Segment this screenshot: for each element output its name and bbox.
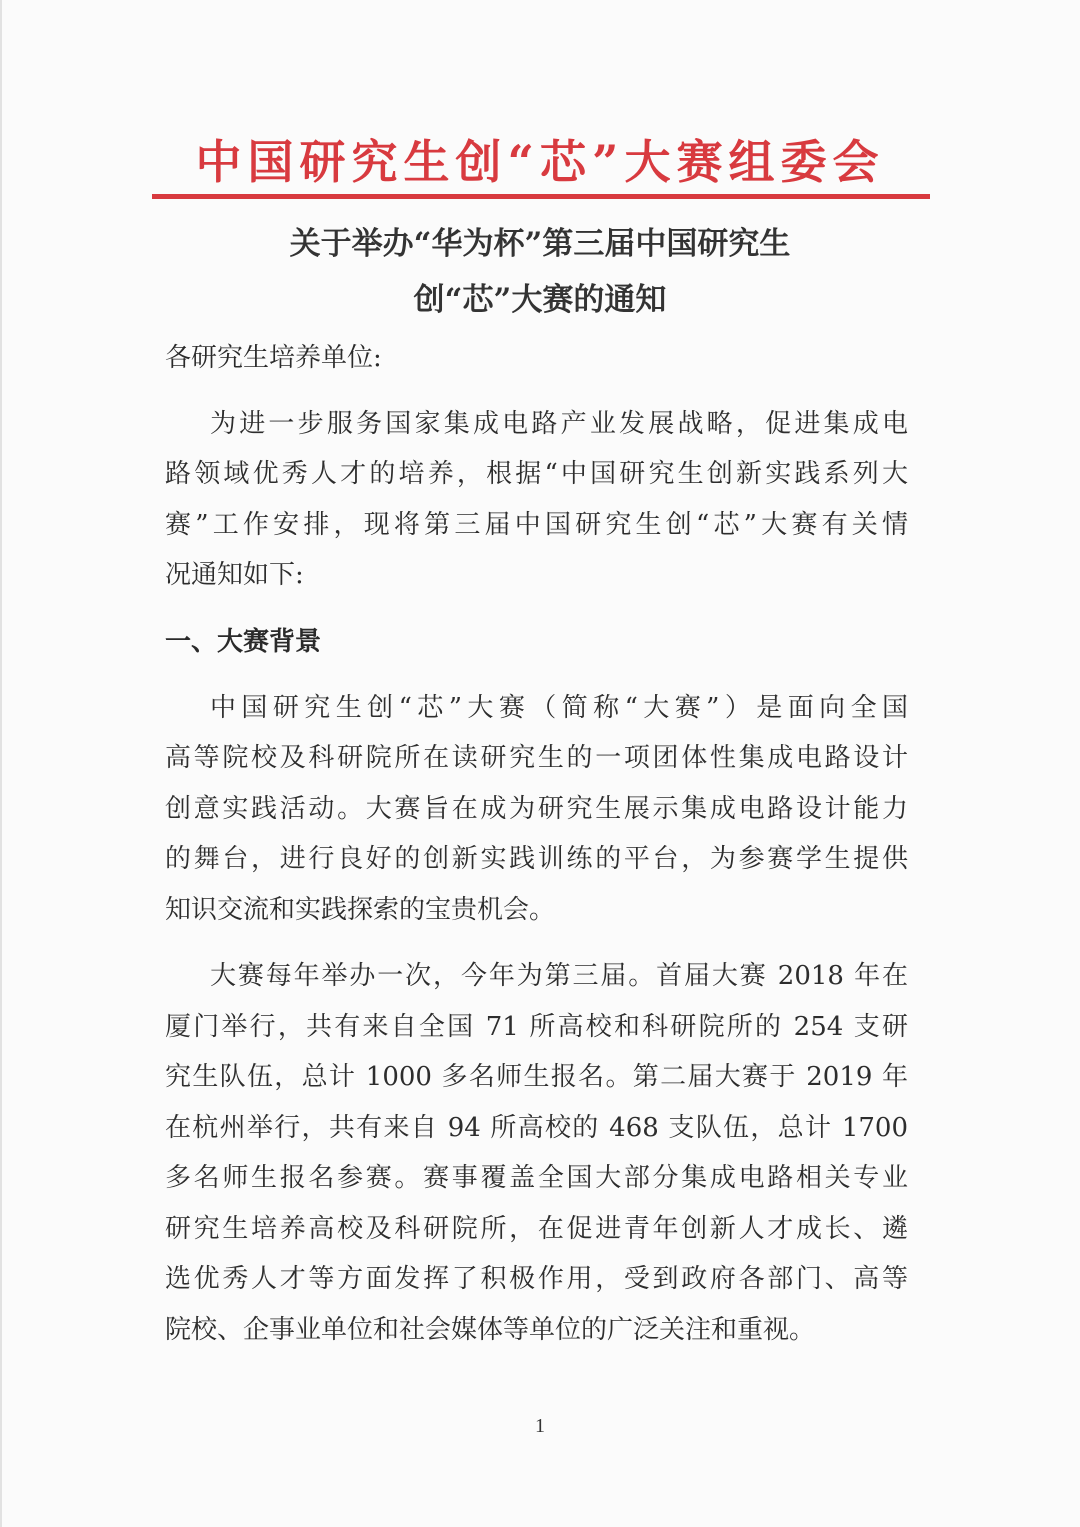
- intro-line-2: 路领域优秀人才的培养，根据“中国研究生创新实践系列大: [165, 459, 908, 489]
- section1-para1-line-2: 高等院校及科研院所在读研究生的一项团体性集成电路设计: [165, 743, 908, 773]
- section1-para1-line-5: 知识交流和实践探索的宝贵机会。: [165, 895, 556, 925]
- intro-line-3: 赛”工作安排，现将第三届中国研究生创“芯”大赛有关情: [165, 510, 908, 540]
- section1-para2-line-7: 选优秀人才等方面发挥了积极作用，受到政府各部门、高等: [165, 1264, 908, 1294]
- section1-para2-line-8: 院校、企事业单位和社会媒体等单位的广泛关注和重视。: [165, 1315, 816, 1345]
- section1-para1-line-4: 的舞台，进行良好的创新实践训练的平台，为参赛学生提供: [165, 844, 908, 874]
- section1-para2-line-1: 大赛每年举办一次，今年为第三届。首届大赛 2018 年在: [210, 961, 908, 991]
- intro-line-4: 况通知如下:: [165, 560, 304, 590]
- intro-line-1: 为进一步服务国家集成电路产业发展战略，促进集成电: [210, 409, 908, 439]
- document-title-line-1: 关于举办“华为杯”第三届中国研究生: [289, 226, 791, 262]
- letterhead-title: 中国研究生创“芯”大赛组委会: [195, 135, 885, 189]
- section1-para1-line-3: 创意实践活动。大赛旨在成为研究生展示集成电路设计能力: [165, 794, 908, 824]
- document-title-line-2: 创“芯”大赛的通知: [413, 282, 667, 318]
- section-heading-background: 一、大赛背景: [165, 627, 322, 657]
- section1-para2-line-3: 究生队伍，总计 1000 多名师生报名。第二届大赛于 2019 年: [165, 1062, 908, 1092]
- section1-para2-line-5: 多名师生报名参赛。赛事覆盖全国大部分集成电路相关专业: [165, 1163, 908, 1193]
- section1-para2-line-2: 厦门举行，共有来自全国 71 所高校和科研院所的 254 支研: [165, 1012, 908, 1042]
- salutation: 各研究生培养单位:: [165, 343, 382, 373]
- letterhead-red-rule: [152, 194, 930, 199]
- section1-para2-line-6: 研究生培养高校及科研院所，在促进青年创新人才成长、遴: [165, 1214, 908, 1244]
- section1-para1-line-1: 中国研究生创“芯”大赛（简称“大赛”）是面向全国: [210, 693, 908, 723]
- page-number: 1: [535, 1415, 545, 1437]
- section1-para2-line-4: 在杭州举行，共有来自 94 所高校的 468 支队伍，总计 1700: [165, 1113, 908, 1143]
